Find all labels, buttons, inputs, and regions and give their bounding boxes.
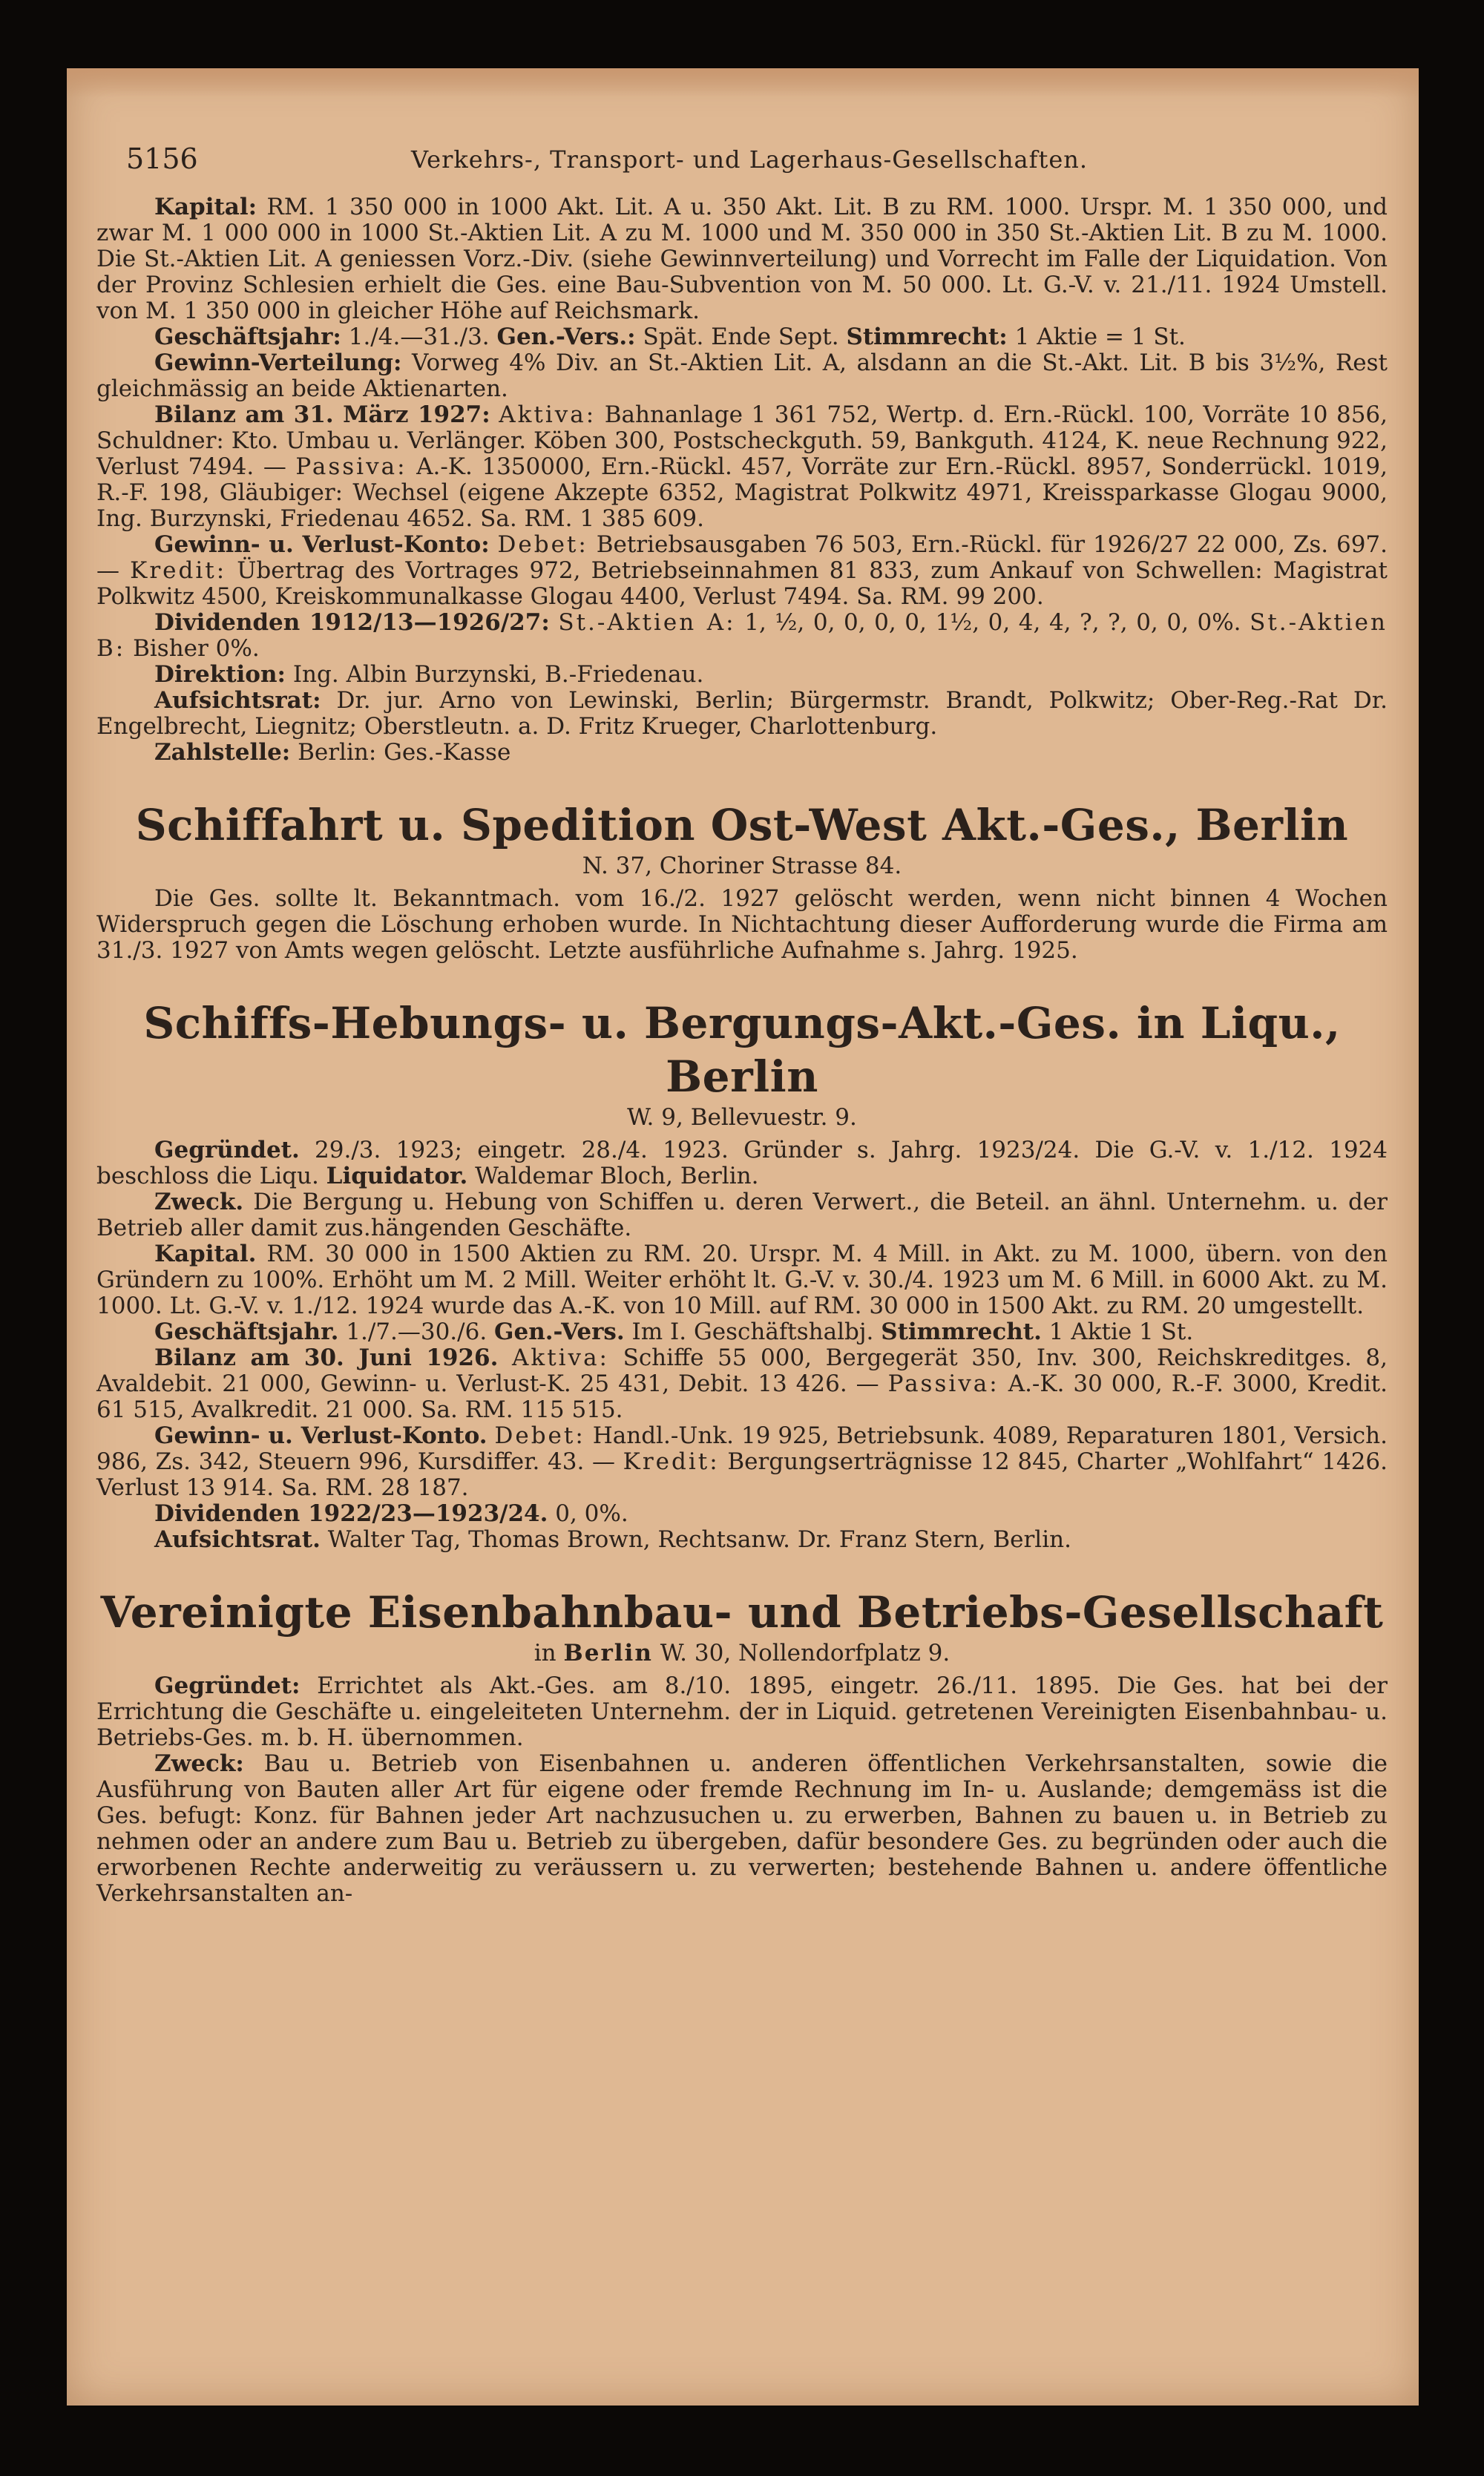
aufsichtsrat-paragraph: Aufsichtsrat. Walter Tag, Thomas Brown, Rechtsanw. Dr. Franz Stern, Berlin. (154, 1526, 1071, 1553)
running-title: Verkehrs-, Transport- und Lagerhaus-Gesellschaften. (410, 145, 1089, 174)
aufsichtsrat-paragraph: Aufsichtsrat: Dr. jur. Arno von Lewinski, Berlin; Bürgermstr. Brandt, Polkwitz; Ober-Reg.-Rat Dr. Engelbrecht, Liegnitz; Oberstleutn. a. D. Fritz Krueger, Charlottenburg. (96, 687, 1388, 740)
zahlstelle-paragraph: Zahlstelle: Berlin: Ges.-Kasse (154, 739, 511, 766)
bilanz-paragraph: Bilanz am 31. März 1927: Aktiva: Bahnanlage 1 361 752, Wertp. d. Ern.-Rückl. 100, Vorräte 10 856, Schuldner: Kto. Umbau u. Verlänger. Köben 300, Postscheckguth. 59, Bankguth. 4124, K. neue Rechnung 922, Verlust 7494. — Passiva: A.-K. 1350000, Ern.-Rückl. 457, Vorräte zur Ern.-Rückl. 8957, Sonderrückl. 1019, R.-F. 198, Gläubiger: Wechsel (eigene Akzepte 6352, Magistrat Polkwitz 4971, Kreissparkasse Glogau 9000, Ing. Burzynski, Friedenau 4652. Sa. RM. 1 385 609. (96, 401, 1388, 532)
page-body (96, 194, 1388, 1907)
gewinn-verlust-paragraph: Gewinn- u. Verlust-Konto. Debet: Handl.-Unk. 19 925, Betriebsunk. 4089, Reparaturen 1801, Versich. 986, Zs. 342, Steuern 996, Kursdiffer. 43. — Kredit: Bergungserträgnisse 12 845, Charter „Wohlfahrt“ 1426. Verlust 13 914. Sa. RM. 28 187. (96, 1422, 1388, 1501)
page-number: 5156 (126, 142, 198, 175)
direktion-paragraph: Direktion: Ing. Albin Burzynski, B.-Friedenau. (154, 661, 704, 688)
bilanz-paragraph: Bilanz am 30. Juni 1926. Aktiva: Schiffe 55 000, Bergegerät 350, Inv. 300, Reichskreditges. 8, Avaldebit. 21 000, Gewinn- u. Verlust-K. 25 431, Debit. 13 426. — Passiva: A.-K. 30 000, R.-F. 3000, Kredit. 61 515, Avalkredit. 21 000. Sa. RM. 115 515. (96, 1344, 1388, 1423)
dividenden-paragraph: Dividenden 1912/13—1926/27: St.-Aktien A: 1, ½, 0, 0, 0, 0, 1½, 0, 4, 4, ?, ?, 0, 0, 0%. St.-Aktien B: Bisher 0%. (96, 609, 1388, 662)
company-address: in Berlin W. 30, Nollendorfplatz 9. (533, 1640, 951, 1666)
company-heading: Schiffs-Hebungs- u. Bergungs-Akt.-Ges. in Liqu., Berlin (143, 998, 1341, 1102)
dividenden-paragraph: Dividenden 1922/23—1923/24. 0, 0%. (154, 1500, 628, 1527)
zweck-paragraph: Zweck: Bau u. Betrieb von Eisenbahnen u. anderen öffentlichen Verkehrsanstalten, sowie die Ausführung von Bauten aller Art für eigene oder fremde Rechnung im In- u. Auslande; demgemäss ist die Ges. befugt: Konz. für Bahnen jeder Art nachzusuchen u. zu erwerben, Bahnen zu bauen u. in Betrieb zu nehmen oder an andere zum Bau u. Betrieb zu übergeben, dafür besondere Ges. zu begründen oder auch die erworbenen Rechte anderweitig zu veräussern u. zu verwerten; bestehende Bahnen u. andere öffentliche Verkehrsanstalten an- (96, 1750, 1388, 1907)
gegruendet-paragraph: Gegründet: Errichtet als Akt.-Ges. am 8./10. 1895, eingetr. 26./11. 1895. Die Ges. hat bei der Errichtung die Geschäfte u. eingeleiteten Unternehm. der in Liquid. getretenen Vereinigten Eisenbahnbau- u. Betriebs-Ges. m. b. H. übernommen. (96, 1672, 1388, 1751)
company-heading: Schiffahrt u. Spedition Ost-West Akt.-Ges., Berlin (135, 800, 1349, 850)
loeschung-paragraph: Die Ges. sollte lt. Bekanntmach. vom 16./2. 1927 gelöscht werden, wenn nicht binnen 4 Wochen Widerspruch gegen die Löschung erhoben wurde. In Nichtachtung dieser Aufforderung wurde die Firma am 31./3. 1927 von Amts wegen gelöscht. Letzte ausführliche Aufnahme s. Jahrg. 1925. (96, 885, 1388, 964)
geschaeftsjahr-paragraph: Geschäftsjahr. 1./7.—30./6. Gen.-Vers. Im I. Geschäftshalbj. Stimmrecht. 1 Aktie 1 St. (154, 1319, 1194, 1345)
kapital-paragraph: Kapital: RM. 1 350 000 in 1000 Akt. Lit. A u. 350 Akt. Lit. B zu RM. 1000. Urspr. M. 1 350 000, und zwar M. 1 000 000 in 1000 St.-Aktien Lit. A zu M. 1000 und M. 350 000 in 350 St.-Aktien Lit. B zu M. 1000. Die St.-Aktien Lit. A geniessen Vorz.-Div. (siehe Gewinnverteilung) und Vorrecht im Falle der Liquidation. Von der Provinz Schlesien erhielt die Ges. eine Bau-Subvention von M. 50 000. Lt. G.-V. v. 21./11. 1924 Umstell. von M. 1 350 000 in gleicher Höhe auf Reichsmark. (96, 194, 1388, 324)
company-heading: Vereinigte Eisenbahnbau- und Betriebs-Gesellschaft (100, 1587, 1384, 1638)
book-page (67, 68, 1419, 2406)
zweck-paragraph: Zweck. Die Bergung u. Hebung von Schiffen u. deren Verwert., die Beteil. an ähnl. Unternehm. u. der Betrieb aller damit zus.hängenden Geschäfte. (96, 1189, 1388, 1241)
geschaeftsjahr-paragraph: Geschäftsjahr: 1./4.—31./3. Gen.-Vers.: Spät. Ende Sept. Stimmrecht: 1 Aktie = 1 St. (154, 324, 1186, 350)
company-address: N. 37, Choriner Strasse 84. (582, 853, 902, 879)
company-address: W. 9, Bellevuestr. 9. (627, 1104, 857, 1131)
kapital-paragraph: Kapital. RM. 30 000 in 1500 Aktien zu RM. 20. Urspr. M. 4 Mill. in Akt. zu M. 1000, übern. von den Gründern zu 100%. Erhöht um M. 2 Mill. Weiter erhöht lt. G.-V. v. 30./4. 1923 um M. 6 Mill. in 6000 Akt. zu M. 1000. Lt. G.-V. v. 1./12. 1924 wurde das A.-K. von 10 Mill. auf RM. 30 000 in 1500 Akt. zu RM. 20 umgestellt. (96, 1241, 1388, 1319)
gegruendet-paragraph: Gegründet. 29./3. 1923; eingetr. 28./4. 1923. Gründer s. Jahrg. 1923/24. Die G.-V. v. 1./12. 1924 beschloss die Liqu. Liquidator. Waldemar Bloch, Berlin. (96, 1137, 1388, 1189)
running-head (96, 142, 1402, 180)
gewinn-verlust-paragraph: Gewinn- u. Verlust-Konto: Debet: Betriebsausgaben 76 503, Ern.-Rückl. für 1926/27 22 000, Zs. 697. — Kredit: Übertrag des Vortrages 972, Betriebseinnahmen 81 833, zum Ankauf von Schwellen: Magistrat Polkwitz 4500, Kreiskommunalkasse Glogau 4400, Verlust 7494. Sa. RM. 99 200. (96, 531, 1388, 610)
gewinn-verteilung-paragraph: Gewinn-Verteilung: Vorweg 4% Div. an St.-Aktien Lit. A, alsdann an die St.-Akt. Lit. B bis 3½%, Rest gleichmässig an beide Aktienarten. (96, 349, 1388, 402)
